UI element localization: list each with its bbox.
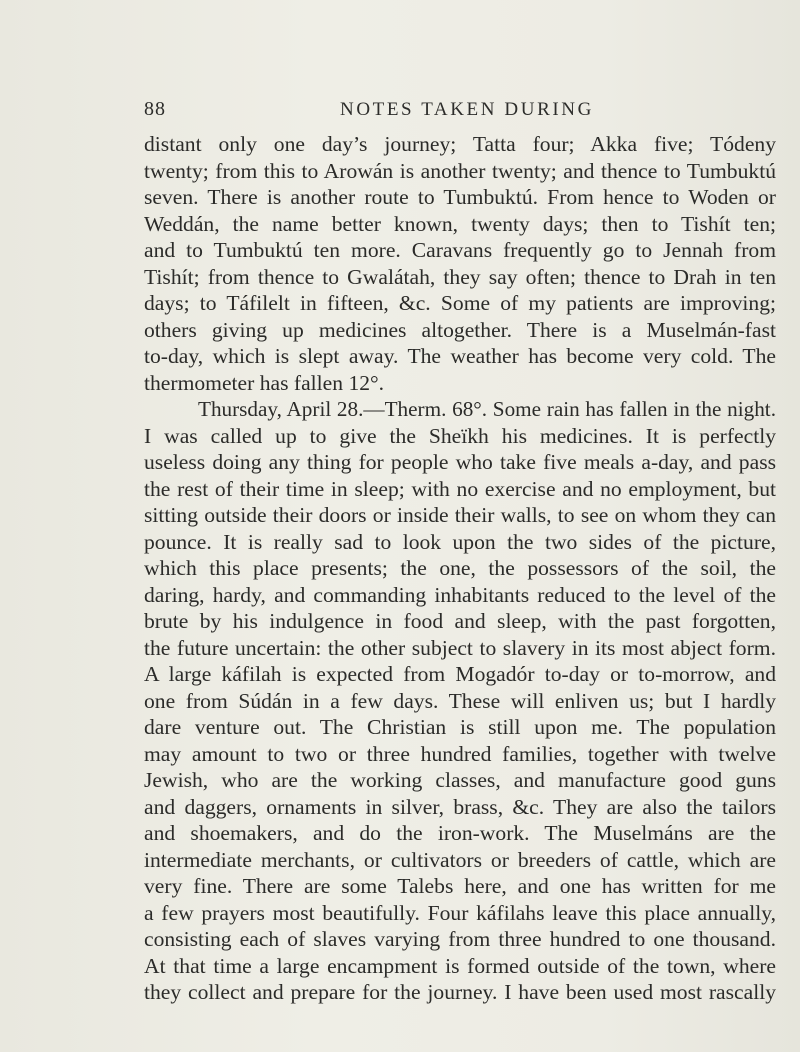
text-line: one from Súdán in a few days. These will enliven us; but I hardly	[144, 688, 776, 713]
text-line: which this place presents; the one, the possessors of the soil, the	[144, 556, 776, 580]
text-line: distant only one day’s journey; Tatta four; Akka five; Tódeny	[144, 132, 776, 156]
running-head: NOTES TAKEN DURING	[340, 99, 594, 120]
text-line: twenty; from this to Arowán is another twenty; and thence to Tumbuktú	[144, 158, 776, 183]
page-header	[0, 98, 800, 126]
text-line: Weddán, the name better known, twenty days; then to Tishít ten;	[144, 211, 776, 236]
text-line: they collect and prepare for the journey. I have been used most rascally	[144, 980, 776, 1004]
body-text	[144, 131, 776, 1006]
text-line: At that time a large encampment is formed outside of the town, where	[144, 953, 776, 978]
text-line: useless doing any thing for people who take five meals a-day, and pass	[144, 450, 776, 474]
text-line: consisting each of slaves varying from three hundred to one thousand.	[144, 927, 776, 951]
text-line: Tishít; from thence to Gwalátah, they say often; thence to Drah in ten	[144, 264, 776, 289]
text-line: days; to Táfilelt in fifteen, &c. Some of my patients are improving;	[144, 291, 776, 315]
text-line: a few prayers most beautifully. Four káfilahs leave this place annually,	[144, 900, 776, 925]
text-line: Jewish, who are the working classes, and manufacture good guns	[144, 768, 776, 792]
text-line: and shoemakers, and do the iron-work. The Muselmáns are the	[144, 821, 776, 845]
text-line: A large káfilah is expected from Mogadór to-day or to-morrow, and	[144, 662, 776, 686]
text-line: very fine. There are some Talebs here, and one has written for me	[144, 874, 776, 898]
text-line: and daggers, ornaments in silver, brass, &c. They are also the tailors	[144, 794, 776, 819]
text-line: others giving up medicines altogether. There is a Muselmán-fast	[144, 317, 776, 342]
text-line: daring, hardy, and commanding inhabitants reduced to the level of the	[144, 582, 776, 607]
text-line: pounce. It is really sad to look upon the two sides of the picture,	[144, 529, 776, 554]
text-line: I was called up to give the Sheïkh his medicines. It is perfectly	[144, 423, 776, 448]
text-line: the rest of their time in sleep; with no exercise and no employment, but	[144, 476, 776, 501]
paragraph-end-line: thermometer has fallen 12°.	[144, 370, 385, 395]
text-line: and to Tumbuktú ten more. Caravans frequently go to Jennah from	[144, 238, 776, 262]
text-line: dare venture out. The Christian is still upon me. The population	[144, 715, 776, 739]
text-line: may amount to two or three hundred families, together with twelve	[144, 741, 776, 766]
paragraph-start-line: Thursday, April 28.—Therm. 68°. Some rain has fallen in the night.	[198, 397, 776, 421]
page-number: 88	[144, 98, 166, 120]
text-line: seven. There is another route to Tumbuktú. From hence to Woden or	[144, 185, 776, 209]
text-line: the future uncertain: the other subject to slavery in its most abject form.	[144, 635, 776, 660]
text-line: intermediate merchants, or cultivators or breeders of cattle, which are	[144, 847, 776, 872]
text-line: brute by his indulgence in food and sleep, with the past forgotten,	[144, 609, 776, 633]
text-line: to-day, which is slept away. The weather has become very cold. The	[144, 344, 776, 368]
text-line: sitting outside their doors or inside their walls, to see on whom they can	[144, 503, 776, 527]
